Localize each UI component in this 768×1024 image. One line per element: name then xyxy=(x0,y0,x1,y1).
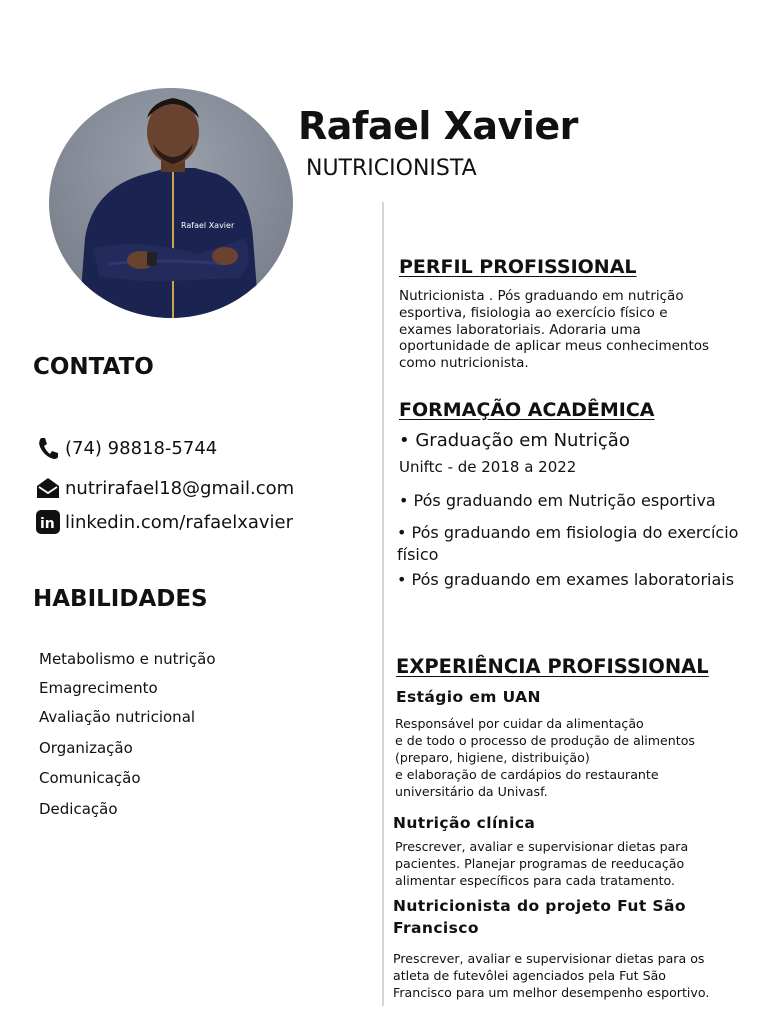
job-title: Nutrição clínica xyxy=(393,814,536,832)
phone-number: (74) 98818-5744 xyxy=(65,437,218,459)
job-description: Responsável por cuidar da alimentação e de todo o processo de produção de alimentos (preparo, higiene, distribuição) e elaboração de cardápios do restaurante universitário da Univasf. xyxy=(395,716,695,799)
job-description: Prescrever, avaliar e supervisionar dietas para os atleta de futevôlei agenciados pela Fut São Francisco para um melhor desempenho esportivo. xyxy=(393,951,710,1000)
skill-item: Organização xyxy=(39,739,133,757)
contact-linkedin[interactable] xyxy=(36,510,293,534)
skill-item: Emagrecimento xyxy=(39,679,158,697)
skill-item: Comunicação xyxy=(39,769,141,787)
column-divider xyxy=(382,202,384,1006)
profile-photo xyxy=(49,88,293,318)
person-illustration xyxy=(49,88,293,318)
education-item: • Pós graduando em Nutrição esportiva xyxy=(399,491,716,510)
skill-item: Dedicação xyxy=(39,800,118,818)
experience-heading: EXPERIÊNCIA PROFISSIONAL xyxy=(396,655,709,678)
education-institution: Uniftc - de 2018 a 2022 xyxy=(399,458,577,476)
skill-item: Metabolismo e nutrição xyxy=(39,650,216,668)
svg-text:in: in xyxy=(40,516,55,532)
phone-icon xyxy=(36,436,60,460)
shirt-logo: Rafael Xavier xyxy=(181,221,235,230)
email-address: nutrirafael18@gmail.com xyxy=(65,477,295,499)
education-degree: • Graduação em Nutrição xyxy=(399,430,630,451)
envelope-icon xyxy=(36,476,60,500)
skill-item: Avaliação nutricional xyxy=(39,708,196,726)
contact-heading: CONTATO xyxy=(33,354,154,380)
education-item: • Pós graduando em fisiologia do exercício físico xyxy=(397,523,739,564)
linkedin-url: linkedin.com/rafaelxavier xyxy=(65,511,294,533)
contact-email[interactable] xyxy=(36,476,294,500)
job-title: Estágio em UAN xyxy=(396,688,541,706)
job-title: Nutricionista do projeto Fut São Francisco xyxy=(393,897,686,937)
profile-text: Nutricionista . Pós graduando em nutrição esportiva, fisiologia ao exercício físico e exames laboratoriais. Adoraria uma oportunidade de aplicar meus conhecimentos como nutricionista. xyxy=(399,288,710,372)
person-name: Rafael Xavier xyxy=(298,104,578,148)
person-role: NUTRICIONISTA xyxy=(306,156,477,181)
contact-phone[interactable] xyxy=(36,436,217,460)
profile-heading: PERFIL PROFISSIONAL xyxy=(399,256,637,278)
job-description: Prescrever, avaliar e supervisionar dietas para pacientes. Planejar programas de reeducação alimentar específicos para cada tratamento. xyxy=(395,839,689,888)
education-heading: FORMAÇÃO ACADÊMICA xyxy=(399,399,655,421)
education-item: • Pós graduando em exames laboratoriais xyxy=(397,570,735,589)
linkedin-icon xyxy=(36,510,60,534)
skills-heading: HABILIDADES xyxy=(33,586,208,612)
